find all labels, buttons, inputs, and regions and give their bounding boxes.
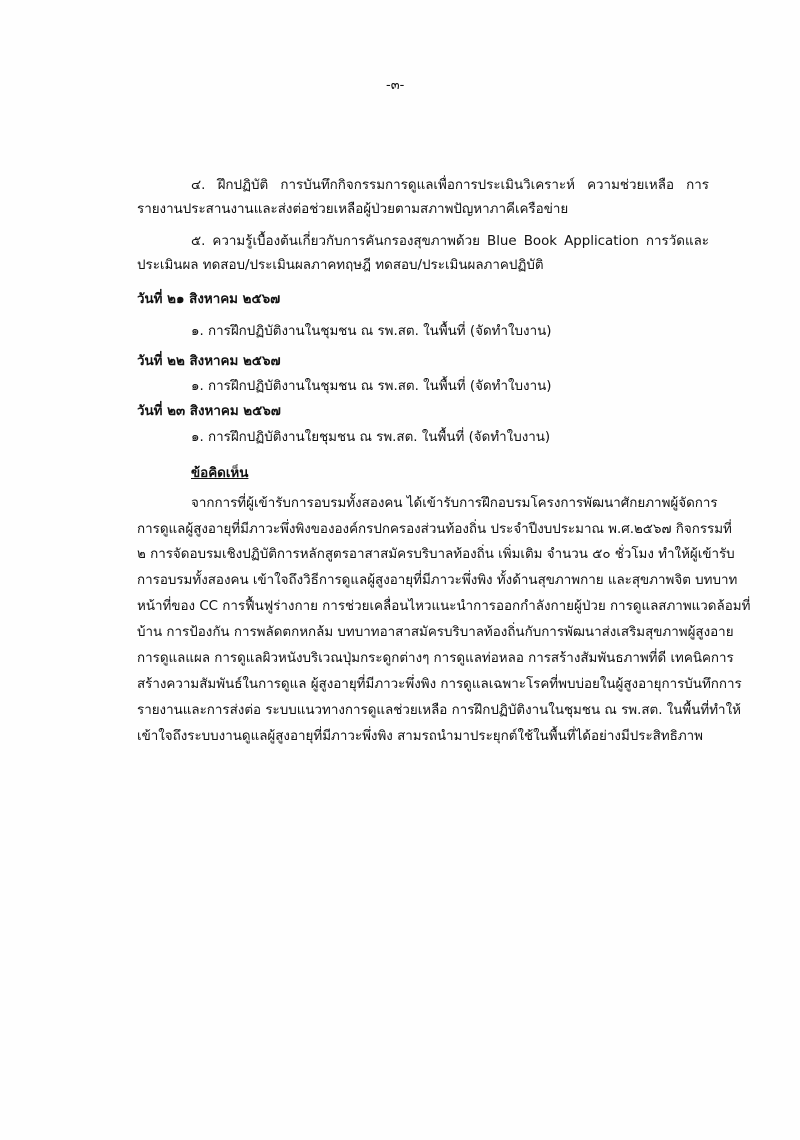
- comment-line: ๒ การจัดอบรมเชิงปฏิบัติการหลักสูตรอาสาสมัครบริบาลท้องถิ่น เพิ่มเติม จำนวน ๕๐ ชั่วโมง ทำให้ผู้เข้ารับ: [137, 547, 735, 562]
- item-4-line-1: ๔. ฝึกปฏิบัติ การบันทึกกิจกรรมการดูแลเพื่อการประเมินวิเคราะห์ ความช่วยเหลือ การ: [191, 178, 709, 193]
- comment-line: หน้าที่ของ CC การฟื้นฟูร่างกาย การช่วยเคลื่อนไหวแนะนำการออกกำลังกายผู้ป่วย การดูแลสภาพแวดล้อมที่: [137, 599, 751, 614]
- item-5-line-2: ประเมินผล ทดสอบ/ประเมินผลภาคทฤษฎี ทดสอบ/ประเมินผลภาคปฏิบัติ: [137, 258, 544, 273]
- comment-line: รายงานและการส่งต่อ ระบบแนวทางการดูแลช่วยเหลือ การฝึกปฏิบัติงานในชุมชน ณ รพ.สต. ในพื้นที่ทำให้: [137, 703, 741, 718]
- comment-line: การดูแลแผล การดูแลผิวหนังบริเวณปุ่มกระดูกต่างๆ การดูแลท่อหลอ การสร้างสัมพันธภาพที่ดี เทคนิคการ: [137, 651, 734, 666]
- day-date: วันที่ ๒๒ สิงหาคม ๒๕๖๗: [137, 354, 281, 369]
- comment-line: การอบรมทั้งสองคน เข้าใจถึงวิธีการดูแลผู้สูงอายุที่มีภาวะพึ่งพิง ทั้งด้านสุขภาพกาย และสุขภาพจิต บทบาท: [137, 573, 738, 588]
- day-task: ๑. การฝึกปฏิบัติงานในชุมชน ณ รพ.สต. ในพื้นที่ (จัดทำใบงาน): [191, 379, 552, 394]
- item-5-line-1: ๕. ความรู้เบื้องต้นเกี่ยวกับการคันกรองสุขภาพด้วย Blue Book Application การวัดและ: [191, 234, 709, 249]
- comments-heading: ข้อคิดเห็น: [191, 466, 249, 481]
- page-number: -๓-: [386, 78, 405, 93]
- day-task: ๑. การฝึกปฏิบัติงานในชุมชน ณ รพ.สต. ในพื้นที่ (จัดทำใบงาน): [191, 324, 552, 339]
- day-date: วันที่ ๒๓ สิงหาคม ๒๕๖๗: [137, 404, 281, 419]
- day-task: ๑. การฝึกปฏิบัติงานใยชุมชน ณ รพ.สต. ในพื้นที่ (จัดทำใบงาน): [191, 430, 551, 445]
- comment-line: การดูแลผู้สูงอายุที่มีภาวะพึ่งพิงขององค์กรปกครองส่วนท้องถิ่น ประจำปีงบประมาณ พ.ศ.๒๕๖๗ กิจกรรมที่: [137, 522, 732, 537]
- comment-line: บ้าน การป้องกัน การพลัดตกหกล้ม บทบาทอาสาสมัครบริบาลท้องถิ่นกับการพัฒนาส่งเสริมสุขภาพผู้สูงอาย: [137, 625, 734, 640]
- day-date: วันที่ ๒๑ สิงหาคม ๒๕๖๗: [137, 292, 281, 307]
- comment-line: สร้างความสัมพันธ์ในการดูแล ผู้สูงอายุที่มีภาวะพึ่งพิง การดูแลเฉพาะโรคที่พบบ่อยในผู้สูงอายุการบันทึกการ: [137, 677, 742, 692]
- comment-line: เข้าใจถึงระบบงานดูแลผู้สูงอายุที่มีภาวะพึ่งพิง สามรถนำมาประยุกต์ใช้ในพื้นที่ได้อย่างมีประสิทธิภาพ: [137, 729, 704, 744]
- comment-line: จากการที่ผู้เข้ารับการอบรมทั้งสองคน ได้เข้ารับการฝึกอบรมโครงการพัฒนาศักยภาพผู้จัดการ: [191, 496, 718, 511]
- item-4-line-2: รายงานประสานงานและส่งต่อช่วยเหลือผู้ป่วยตามสภาพปัญหาภาคีเครือข่าย: [137, 202, 569, 217]
